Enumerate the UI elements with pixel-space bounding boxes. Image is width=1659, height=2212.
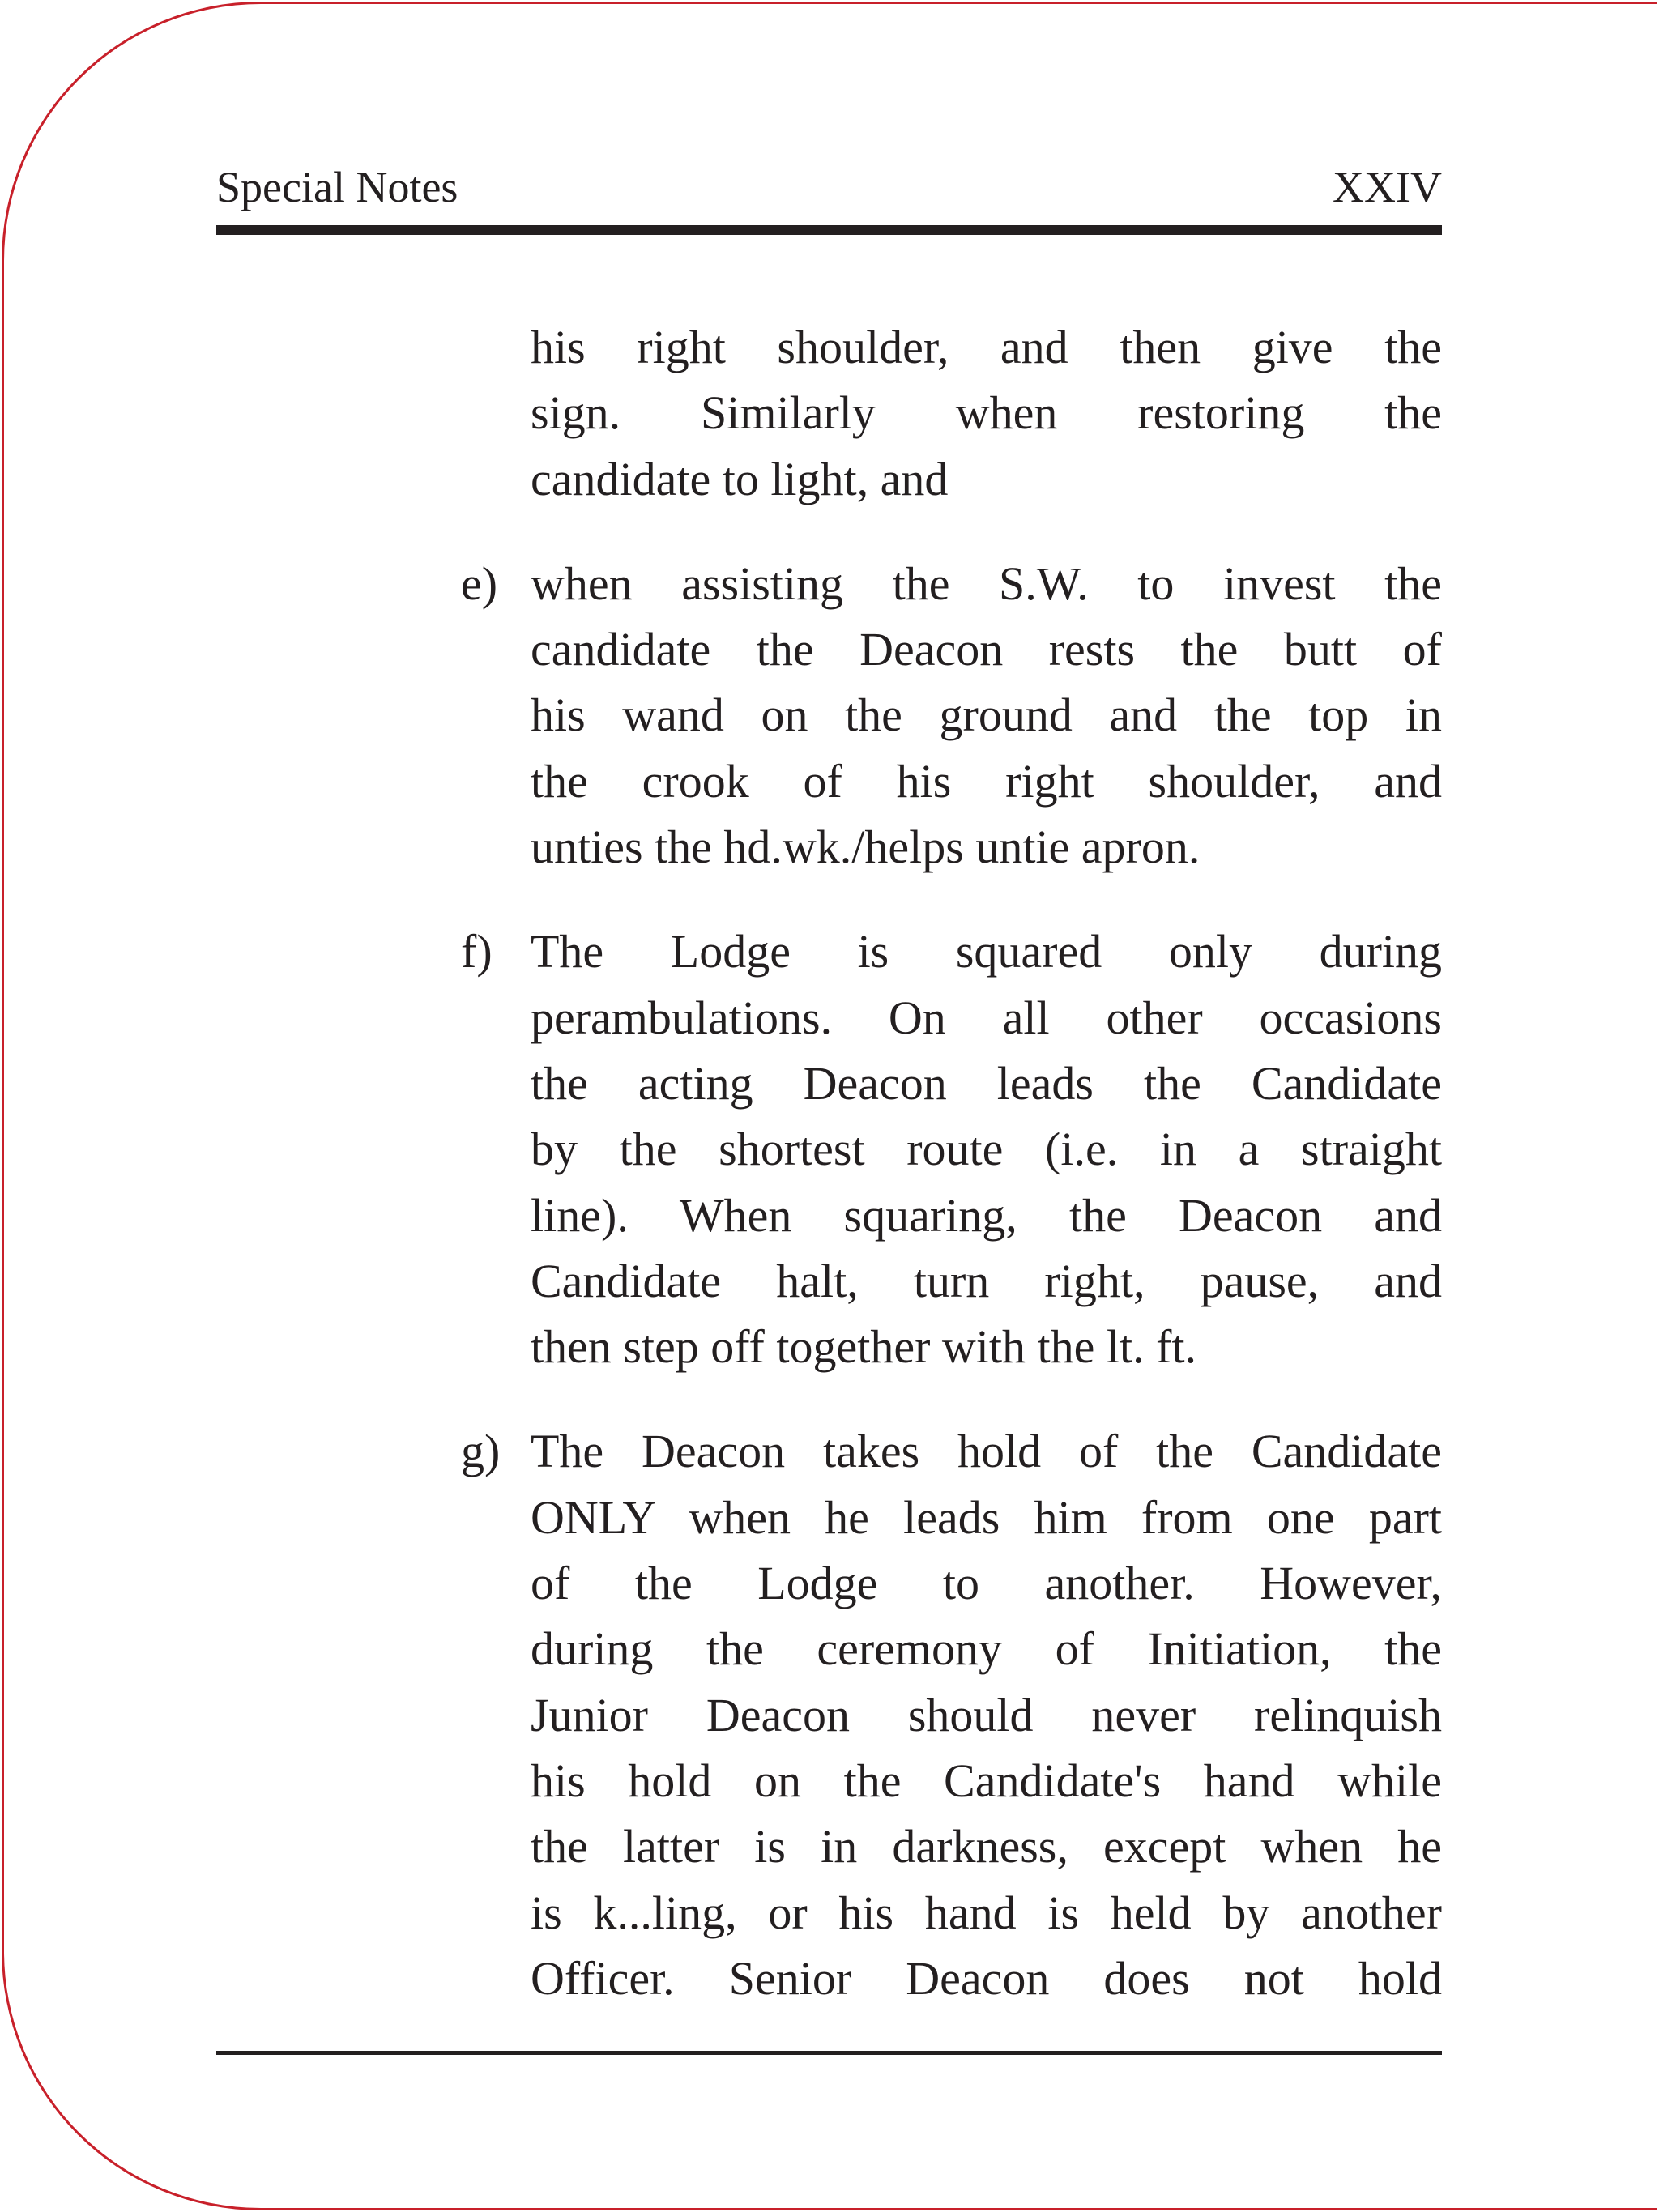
- text-line: sign. Similarly when restoring the: [531, 386, 1442, 440]
- list-item-g: [461, 1418, 1442, 2011]
- text-line: then step off together with the lt. ft.: [531, 1320, 1197, 1374]
- text-line: The Deacon takes hold of the Candidate: [531, 1425, 1442, 1478]
- list-marker: e): [461, 556, 498, 610]
- text-line: ONLY when he leads him from one part: [531, 1490, 1442, 1544]
- header-rule: [216, 225, 1442, 235]
- text-line: line). When squaring, the Deacon and: [531, 1188, 1442, 1242]
- text-line: the acting Deacon leads the Candidate: [531, 1056, 1442, 1110]
- text-line: when assisting the S.W. to invest the: [531, 556, 1442, 610]
- text-line: the crook of his right shoulder, and: [531, 754, 1442, 808]
- paragraph-continued: [531, 314, 1442, 512]
- list-marker: f): [461, 925, 493, 978]
- text-line: unties the hd.wk./helps untie apron.: [531, 820, 1201, 874]
- section-title: Special Notes: [216, 163, 458, 211]
- text-line: The Lodge is squared only during: [531, 925, 1442, 978]
- text-line: his wand on the ground and the top in: [531, 688, 1442, 742]
- list-item-e: [461, 551, 1442, 880]
- text-line: Officer. Senior Deacon does not hold: [531, 1951, 1442, 2005]
- running-header: [216, 159, 1442, 215]
- text-line: candidate the Deacon rests the butt of: [531, 623, 1442, 676]
- text-line: is k...ling, or his hand is held by another: [531, 1886, 1442, 1939]
- text-line: Candidate halt, turn right, pause, and: [531, 1254, 1442, 1307]
- text-line: perambulations. On all other occasions: [531, 991, 1442, 1044]
- text-line: his hold on the Candidate's hand while: [531, 1754, 1442, 1807]
- text-line: during the ceremony of Initiation, the: [531, 1622, 1442, 1676]
- page-number: XXIV: [1333, 163, 1442, 211]
- text-line: by the shortest route (i.e. in a straight: [531, 1123, 1442, 1176]
- text-line: candidate to light, and: [531, 452, 949, 505]
- body-text: [461, 314, 1442, 2050]
- footer-rule: [216, 2051, 1442, 2055]
- text-line: his right shoulder, and then give the: [531, 321, 1442, 373]
- text-line: the latter is in darkness, except when he: [531, 1820, 1442, 1873]
- list-item-f: [461, 918, 1442, 1379]
- text-line: of the Lodge to another. However,: [531, 1557, 1442, 1610]
- list-marker: g): [461, 1425, 501, 1478]
- text-line: Junior Deacon should never relinquish: [531, 1688, 1442, 1741]
